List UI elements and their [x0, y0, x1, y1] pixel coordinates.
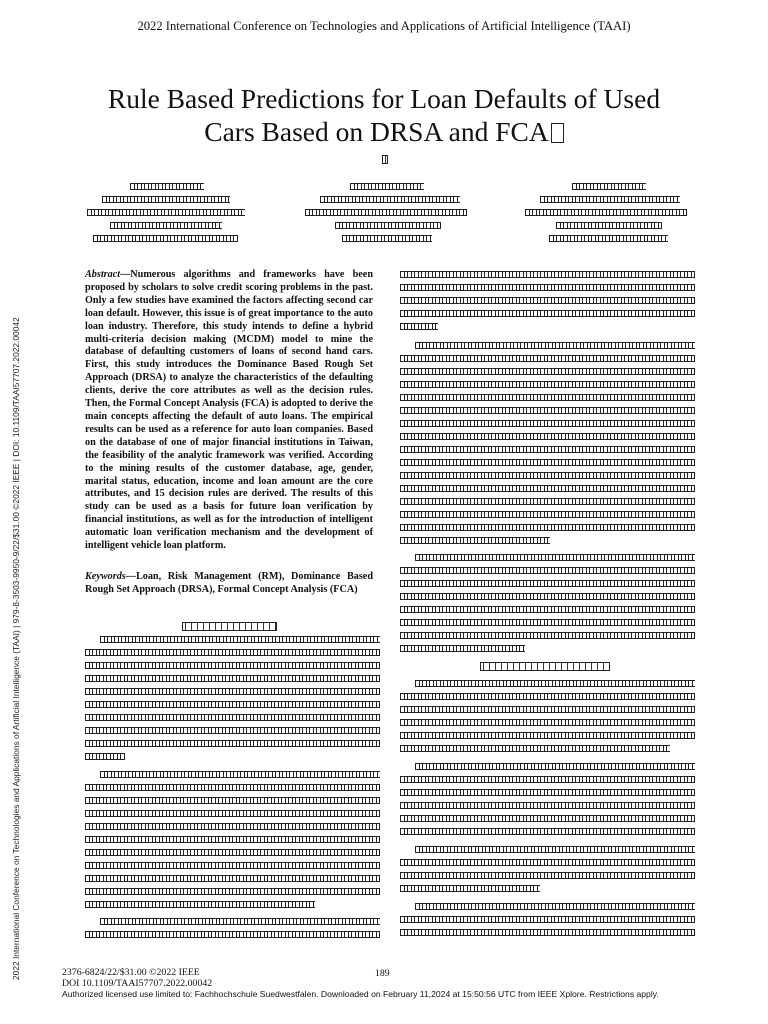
title-line-2-text: Cars Based on DRSA and FCA — [204, 116, 549, 147]
abstract-label: Abstract — [85, 269, 121, 280]
footer-issn: 2376-6824/22/$31.00 ©2022 IEEE — [62, 967, 200, 978]
keywords-text: —Loan, Risk Management (RM), Dominance Based Rough Set Approach (DRSA), Formal Concept Analysis (FCA) — [85, 571, 373, 595]
missing-glyph-box — [551, 123, 564, 143]
keywords-label: Keywords — [85, 571, 126, 582]
title-line-1: Rule Based Predictions for Loan Defaults of Used — [107, 83, 661, 114]
page-number: 189 — [375, 968, 390, 979]
side-identifier: 2022 International Conference on Technologies and Applications of Artificial Intelligence (TAAI) | 979-8-3503-9950-9/22/$31.00 ©2022 IEEE | DOI: 10.1109/TAAI57707.2022.00042 — [11, 317, 21, 980]
abstract-text: —Numerous algorithms and frameworks have been proposed by scholars to solve credit scoring problems in the past. Only a few studies have examined the factors affecting second car loan default. However, this issue is of great importance to the auto loan industry. Therefore, this study intends to define a hybrid multi-criteria decision making (MCDM) model to mine the database of defaulting customers of loans of second hand cars. First, this study introduces the Dominance Based Rough Set Approach (DRSA) to analyze the characteristics of the defaulting clients, derive the core attributes as well as the decision rules. Then, the Formal Concept Analysis (FCA) is adopted to derive the main concepts affecting the default of auto loans. The empirical results can be used as a reference for auto loan companies. Based on the database of one of major financial institutions in Taiwan, the feasibility of the analytic framework was verified. According to the mining results of the customer database, age, gender, marital status, education, income and loan amount are the core attributes, and 15 decision rules are derived. The results of this study can be used as a basis for future loan verification by financial institutions, as well as for the introduction of intelligent automatic loan verification mechanism and the development of intelligent vehicle loan platform. — [85, 269, 373, 552]
footer-meta — [62, 968, 212, 989]
conference-header: 2022 International Conference on Technologies and Applications of Artificial Intelligence (TAAI) — [137, 19, 631, 33]
authorized-use-notice: Authorized licensed use limited to: Fachhochschule Suedwestfalen. Downloaded on February 11,2024 at 15:50:56 UTC from IEEE Xplore. Restrictions apply. — [62, 989, 659, 999]
footer-doi: DOI 10.1109/TAAI57707.2022.00042 — [62, 977, 213, 989]
abstract — [85, 269, 373, 553]
garbled-glyph — [382, 155, 388, 164]
keywords — [85, 571, 373, 597]
paper-title — [60, 82, 708, 148]
title-line-2 — [60, 115, 708, 148]
